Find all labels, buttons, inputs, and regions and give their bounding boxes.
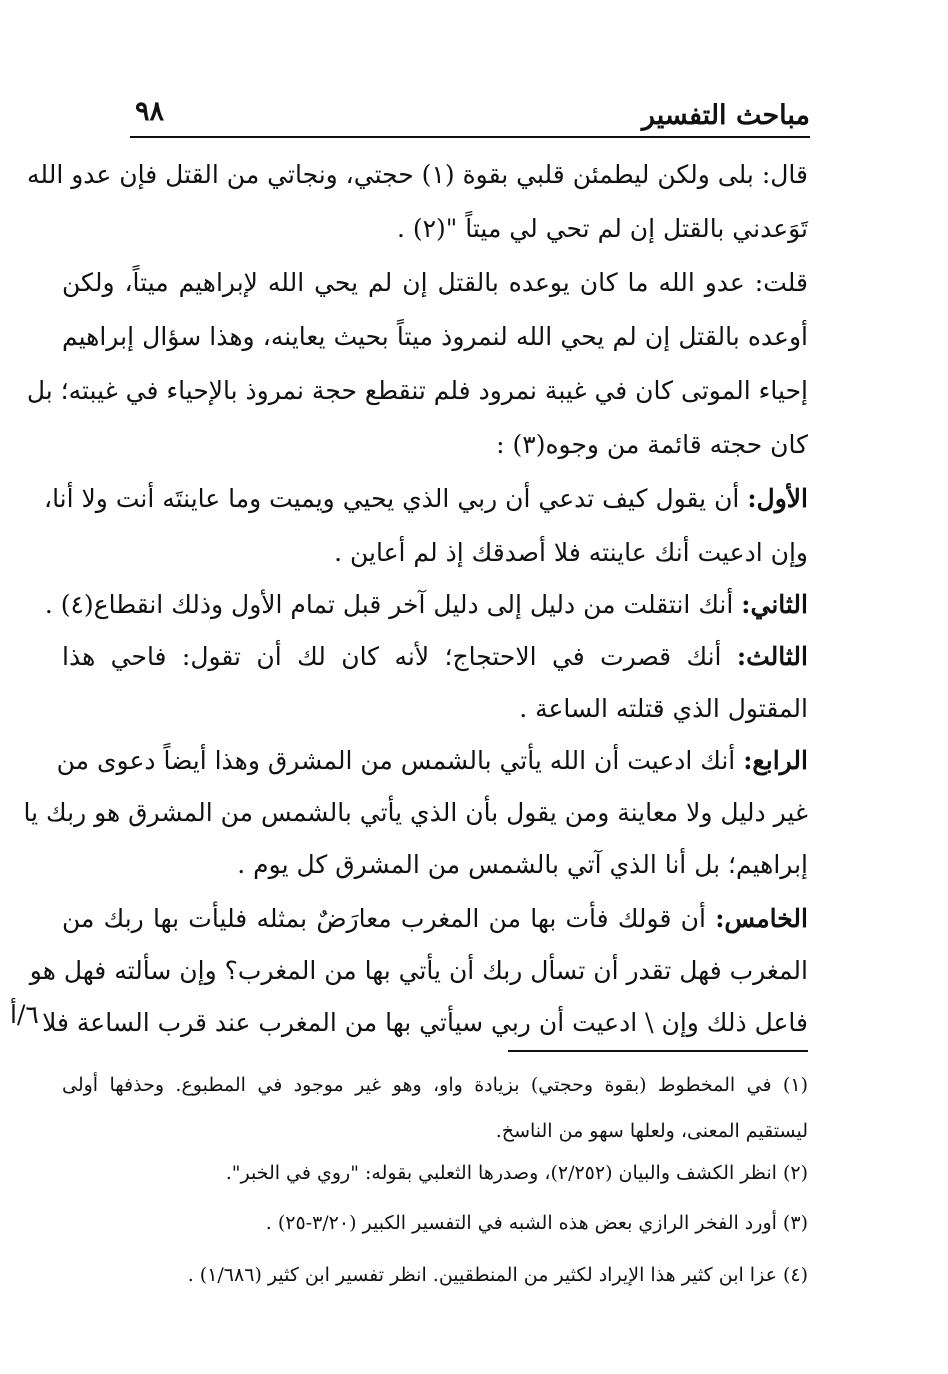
body-line: وإن ادعيت أنك عاينته فلا أصدقك إذ لم أعاين .	[334, 538, 808, 567]
body-line: غير دليل ولا معاينة ومن يقول بأن الذي يأتي بالشمس من المشرق هو ربك يا	[23, 798, 808, 827]
lead-word-first: الأول:	[747, 484, 808, 513]
footnote: ليستقيم المعنى، ولعلها سهو من الناسخ.	[495, 1120, 808, 1142]
lead-word-fifth: الخامس:	[715, 904, 808, 933]
body-line-fifth-point	[62, 904, 808, 956]
body-line: إبراهيم؛ بل أنا الذي آتي بالشمس من المشرق كل يوم .	[237, 850, 808, 879]
footnote: (٣) أورد الفخر الرازي بعض هذه الشبه في التفسير الكبير (٣/٢٠-٢٥) .	[265, 1212, 808, 1234]
running-header-title: مباحث التفسير	[641, 100, 810, 131]
lead-word-fourth: الرابع:	[743, 746, 808, 775]
page-number: ٩٨	[135, 96, 165, 127]
body-line: المقتول الذي قتلته الساعة .	[519, 694, 808, 723]
body-line: فاعل ذلك وإن \ ادعيت أن ربي سيأتي بها من المغرب عند قرب الساعة فلا	[42, 1008, 808, 1037]
body-text: أنك قصرت في الاحتجاج؛ لأنه كان لك أن تقول: فاحي هذا	[62, 642, 722, 671]
footnote: (٤) عزا ابن كثير هذا الإيراد لكثير من المنطقيين. انظر تفسير ابن كثير (١/٦٨٦) .	[187, 1264, 808, 1286]
footnote: (١) في المخطوط (بقوة وحجتي) بزيادة واو، وهو غير موجود في المطبوع. وحذفها أولى	[62, 1074, 808, 1096]
body-line: قال: بلى ولكن ليطمئن قلبي بقوة (١) حجتي، ونجاتي من القتل فإن عدو الله	[27, 160, 808, 189]
body-text: أن قولك فأت بها من المغرب معارَضٌ بمثله فليأت بها ربك من	[62, 904, 706, 933]
body-line: كان حجته قائمة من وجوه(٣) :	[496, 430, 808, 459]
header-divider	[130, 136, 810, 138]
body-line-first-point	[44, 484, 808, 536]
body-text: أنك انتقلت من دليل إلى دليل آخر قبل تمام الأول وذلك انقطاع(٤) .	[44, 590, 734, 619]
lead-word-second: الثاني:	[741, 590, 808, 619]
lead-word-third: الثالث:	[736, 642, 808, 671]
body-line: تَوَعدني بالقتل إن لم تحي لي ميتاً "(٢) .	[396, 214, 808, 243]
footnote: (٢) انظر الكشف والبيان (٢/٢٥٢)، وصدرها الثعلبي بقوله: "روي في الخبر".	[225, 1162, 808, 1184]
body-line-second-point	[44, 590, 808, 642]
body-text: أنك ادعيت أن الله يأتي بالشمس من المشرق وهذا أيضاً دعوى من	[56, 746, 736, 775]
footnote-divider	[508, 1050, 808, 1052]
body-line: قلت: عدو الله ما كان يوعده بالقتل إن لم يحي الله لإبراهيم ميتاً، ولكن	[62, 268, 808, 297]
manuscript-folio-marker: ٦/أ	[10, 1000, 39, 1029]
body-line: أوعده بالقتل إن لم يحي الله لنمروذ ميتاً بحيث يعاينه، وهذا سؤال إبراهيم	[62, 322, 808, 351]
body-line: المغرب فهل تقدر أن تسأل ربك أن يأتي بها من المغرب؟ وإن سألته فهل هو	[29, 956, 808, 985]
body-text: أن يقول كيف تدعي أن ربي الذي يحيي ويميت وما عاينتَه أنت ولا أنا،	[44, 484, 740, 513]
body-line: إحياء الموتى كان في غيبة نمرود فلم تنقطع حجة نمروذ بالإحياء في غيبته؛ بل	[26, 376, 808, 405]
body-line-third-point	[62, 642, 808, 694]
body-line-fourth-point	[56, 746, 808, 798]
